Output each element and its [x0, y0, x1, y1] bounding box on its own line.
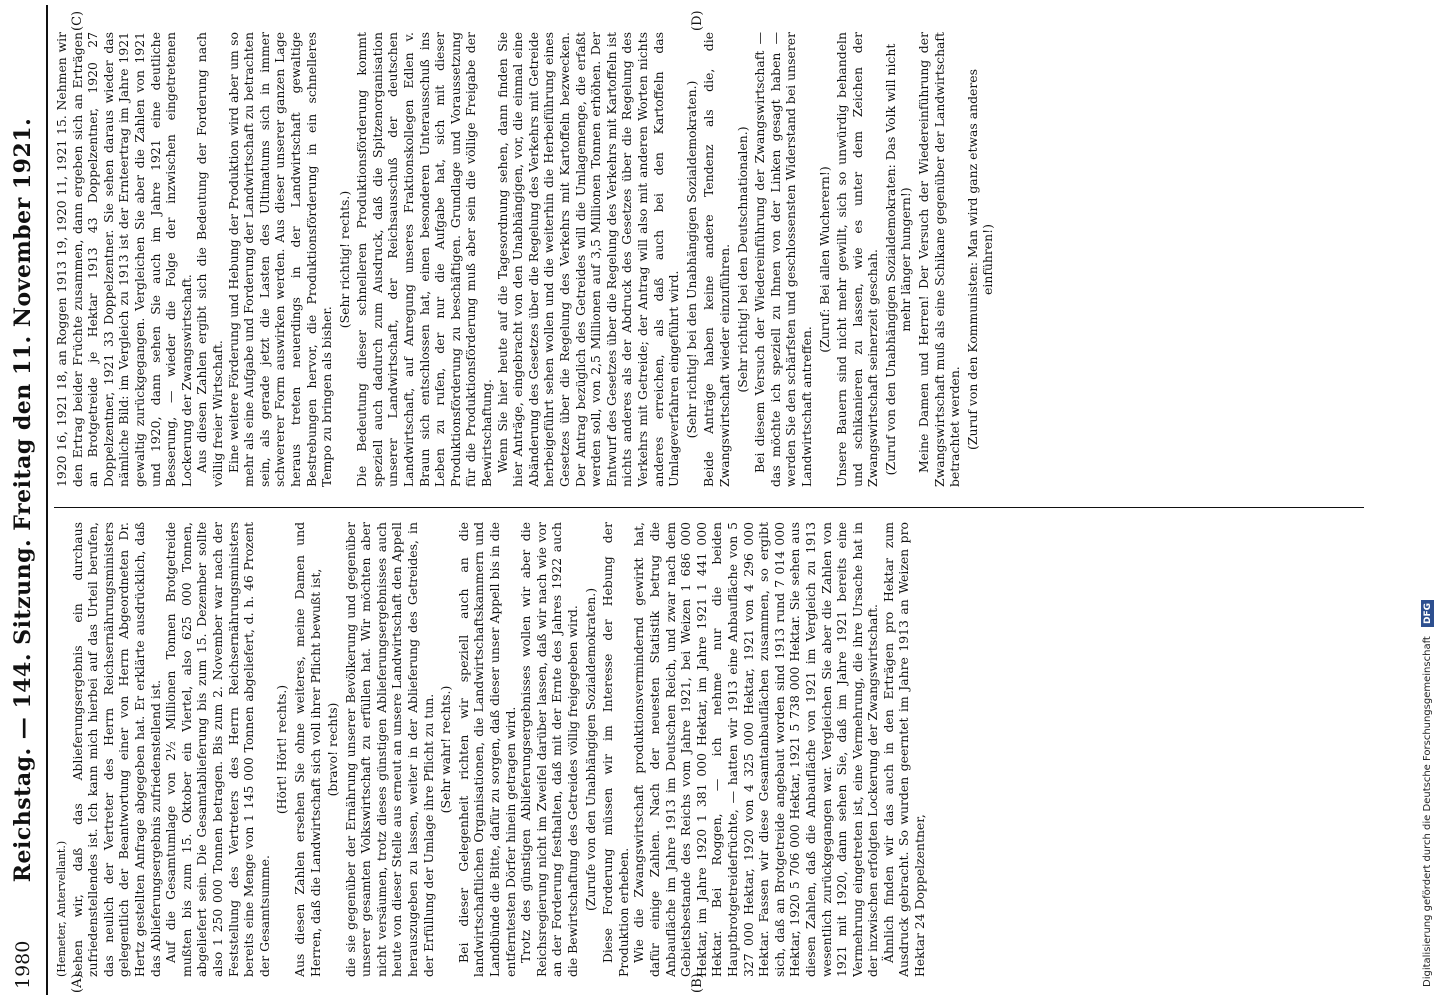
paragraph: Aus diesen Zahlen ersehen Sie ohne weiteres, meine Damen und Herren, daß die Landwirtschaft sich voll ihrer Pflicht bewußt ist, — [291, 522, 323, 977]
interjection: (Zuruf von den Unabhängigen Sozialdemokraten: Das Volk will nicht mehr länger hungern!) — [882, 43, 914, 476]
paragraph: Ähnlich finden wir das auch in den Erträgen pro Hektar zum Ausdruck gebracht. So wurden geerntet im Jahre 1913 an Weizen pro Hektar 24 Doppelzentner, — [880, 522, 928, 977]
paragraph: Beide Anträge haben keine andere Tendenz als die, die Zwangswirtschaft wieder einzuführen. — [701, 32, 732, 487]
paragraph: Bei diesem Versuch der Wiedereinführung der Zwangswirtschaft — das möchte ich speziell zu Ihnen von der Linken gesagt haben — werden Sie den schärfsten und geschlossensten Widerstand bei unserer Landwirtschaft antreffen. — [752, 32, 814, 487]
page-header — [0, 5, 48, 995]
interjection: (Zuruf von den Kommunisten: Man wird ganz etwas anderes einführen!) — [964, 69, 996, 450]
interjection: (Sehr richtig! rechts.) — [336, 190, 352, 329]
paragraph: Aus diesen Zahlen ergibt sich die Bedeutung der Forderung nach völlig freier Wirtschaft. — [194, 32, 225, 487]
paragraph: Auf die Gesamtumlage von 2½ Millionen Tonnen Brotgetreide mußten bis zum 15. Oktober ein Viertel, also 625 000 Tonnen, abgeliefert sein. Die Gesamtablieferung bis zum 15. Dezember sollte also 1 250 000 Tonnen betragen. Bis zum 2. November war nach der Feststellung des Vertreters des Herrn Reichsernährungsministers bereits eine Menge von 1 145 000 Tonnen abgeliefert, d. h. 46 Prozent der Gesamtsumme. — [163, 522, 272, 977]
paragraph: Wenn Sie hier heute auf die Tagesordnung sehen, dann finden Sie hier Anträge, eingebracht von den Unabhängigen, vor, die einmal eine Abänderung des Gesetzes über die Regelung des Verkehrs mit Getreide herbeigeführt sehen wollen und die weiterhin die Herbeiführung eines Gesetzes über die Regelung des Verkehrs mit Kartoffeln bezwecken. Der Antrag bezüglich des Getreides will die Umlagemenge, die erfaßt werden soll, von 2,5 Millionen auf 3,5 Millionen Tonnen erhöhen. Der Entwurf des Gesetzes über die Regelung des Verkehrs mit Kartoffeln ist nichts anderes als der Abdruck des Gesetzes über die Regelung des Verkehrs mit Getreide; der Antrag will also mit anderen Worten nichts anderes erreichen, als daß auch bei den Kartoffeln das Umlageverfahren eingeführt wird. — [494, 32, 682, 487]
margin-mark-d: (D) — [690, 10, 705, 31]
paragraph: Bei dieser Gelegenheit richten wir speziell auch an die landwirtschaftlichen Organisationen, die Landwirtschaftskammern und Landbünde die Bitte, dafür zu sorgen, daß dieser unser Appell bis in die entferntesten Dörfer hinein getragen wird. — [455, 522, 518, 977]
paragraph: sehen wir, daß das Ablieferungsergebnis ein durchaus zufriedenstellendes ist. Ich kann mich hierbei auf das Urteil berufen, das neulich der Vertreter des Herrn Reichsernährungsministers gelegentlich der Beantwortung einer von Herrn Abgeordneten Dr. Hertz gestellten Anfrage abgegeben hat. Er erklärte ausdrücklich, daß das Ablieferungsergebnis zufriedenstellend ist. — [69, 522, 163, 977]
margin-mark-a: (A) — [70, 973, 85, 993]
paragraph: Meine Damen und Herren! Der Versuch der Wiedereinführung der Zwangswirtschaft muß als eine Schikane gegenüber der Landwirtschaft betrachtet werden. — [916, 32, 963, 487]
interjection: (Zurufe von den Unabhängigen Sozialdemokraten.) — [582, 587, 598, 912]
paragraph: die sie gegenüber der Ernährung unserer Bevölkerung und gegenüber unserer gesamten Volkswirtschaft zu erfüllen hat. Wir möchten aber nicht versäumen, trotz dieses günstigen Ablieferungsergebnisses auch heute von dieser Stelle aus erneut an unsere Landwirtschaft den Appell herauszugeben zu lassen, weiter in der Ablieferung des Getreides, in der Erfüllung der Umlage ihre Pflicht zu tun. — [342, 522, 436, 977]
text-column-left — [54, 522, 1374, 977]
paragraph: 1920 16, 1921 18, an Roggen 1913 19, 1920 11, 1921 15. Nehmen wir den Ertrag beider Früchte zusammen, dann ergeben sich an Erträgen an Brotgetreide je Hektar 1913 43 Doppelzentner, 1920 27 Doppelzentner, 1921 33 Doppelzentner. Sie sehen daraus wieder das nämliche Bild: im Vergleich zu 1913 ist der Ernteertrag im Jahre 1921 gewaltig zurückgegangen. Vergleichen Sie aber die Zahlen von 1921 und 1920, dann sehen Sie auch im Jahre 1921 eine deutliche Besserung, — wieder die Folge der inzwischen eingetretenen Lockerung der Zwangswirtschaft. — [54, 32, 194, 487]
margin-mark-b: (B) — [690, 973, 705, 993]
interjection: (Sehr wahr! rechts.) — [438, 685, 454, 814]
paragraph: Wie die Zwangswirtschaft produktionsvermindernd gewirkt hat, dafür einige Zahlen. Nach der neuesten Statistik betrug die Anbaufläche im Jahre 1913 im Deutschen Reich, und zwar nach dem Gebietsbestande des Reichs vom Jahre 1921, bei Weizen 1 686 000 Hektar, im Jahre 1920 1 381 000 Hektar, im Jahre 1921 1 441 000 Hektar. Bei Roggen, — ich nehme nur die beiden Hauptbrotgetreidefrüchte, — hatten wir 1913 eine Anbaufläche von 5 327 000 Hektar, 1920 von 4 325 000 Hektar, 1921 von 4 296 000 Hektar. Fassen wir diese Gesamtanbauflächen zusammen, so ergibt sich, daß an Brotgetreide angebaut worden sind 1913 rund 7 014 000 Hektar, 1920 5 706 000 Hektar, 1921 5 738 000 Hektar. Sie sehen aus diesen Zahlen, daß die Anbaufläche von 1921 im Vergleich zu 1913 wesentlich zurückgegangen war. Vergleichen Sie aber die Zahlen von 1921 mit 1920, dann sehen Sie, daß im Jahre 1921 bereits eine Vermehrung eingetreten ist, eine Vermehrung, die ihre Ursache hat in der inzwischen erfolgten Lockerung der Zwangswirtschaft. — [631, 522, 881, 977]
interjection: (Zuruf: Bei allen Wucherern!) — [816, 166, 832, 353]
column-divider — [54, 507, 1364, 508]
paragraph: (Hemeter, Antervellant.) — [55, 840, 68, 977]
interjection: (Sehr richtig! bei den Deutschnationalen.) — [734, 126, 750, 393]
digitization-credit — [1421, 12, 1434, 987]
paragraph: Trotz des günstigen Ablieferungsergebnisses wollen wir aber die Reichsregierung nicht im Zweifel darüber lassen, daß wir nach wie vor an der Forderung festhalten, daß mit der Ernte des Jahres 1922 auch die Bewirtschaftung des Getreides völlig freigegeben wird. — [518, 522, 580, 977]
interjection: (Hört! Hört! rechts.) — [274, 684, 290, 815]
paragraph: Die Bedeutung dieser schnelleren Produktionsförderung kommt speziell auch dadurch zum Ausdruck, daß die Spitzenorganisation unserer Landwirtschaft, der Reichsausschuß der deutschen Landwirtschaft, auf Anregung unseres Fraktionskollegen Edlen v. Braun sich entschlossen hat, einen besonderen Unterausschuß ins Leben zu rufen, der nur die Aufgabe hat, sich mit dieser Produktionsförderung zu beschäftigen. Grundlage und Voraussetzung für die Produktionsförderung muß aber sein die völlige Freigabe der Bewirtschaftung. — [354, 32, 495, 487]
paragraph: Diese Forderung müssen wir im Interesse der Hebung der Produktion erheben. — [600, 522, 631, 977]
interjection: (bravo! rechts) — [325, 702, 341, 797]
text-column-right — [54, 32, 1374, 487]
margin-mark-c: (C) — [70, 10, 85, 31]
paragraph: Unsere Bauern sind nicht mehr gewillt, sich so unwürdig behandeln und schikanieren zu lassen, wie es unter dem Zeichen der Zwangswirtschaft seinerzeit geschah. — [834, 32, 881, 487]
dfg-logo: DFG — [1421, 600, 1434, 627]
credit-text: Digitalisierung gefördert durch die Deutsche Forschungsgemeinschaft — [1422, 636, 1433, 987]
scanned-page — [0, 5, 1400, 995]
interjection: (Sehr richtig! bei den Unabhängigen Sozialdemokraten.) — [683, 80, 699, 439]
paragraph: Eine weitere Förderung und Hebung der Produktion wird aber um so mehr als eine Aufgabe und Forderung der Landwirtschaft zu betrachten sein, als gerade jetzt die Lasten des Ultimatums sich in immer schwererer Form auswirken werden. Aus dieser unserer ganzen Lage heraus treten neuerdings in der Landwirtschaft gewaltige Bestrebungen hervor, die Produktionsförderung in ein schnelleres Tempo zu bringen als bisher. — [225, 32, 335, 487]
page-number: 1980 — [12, 940, 34, 989]
page-title: Reichstag. — 144. Sitzung. Freitag den 11. November 1921. — [10, 117, 36, 883]
